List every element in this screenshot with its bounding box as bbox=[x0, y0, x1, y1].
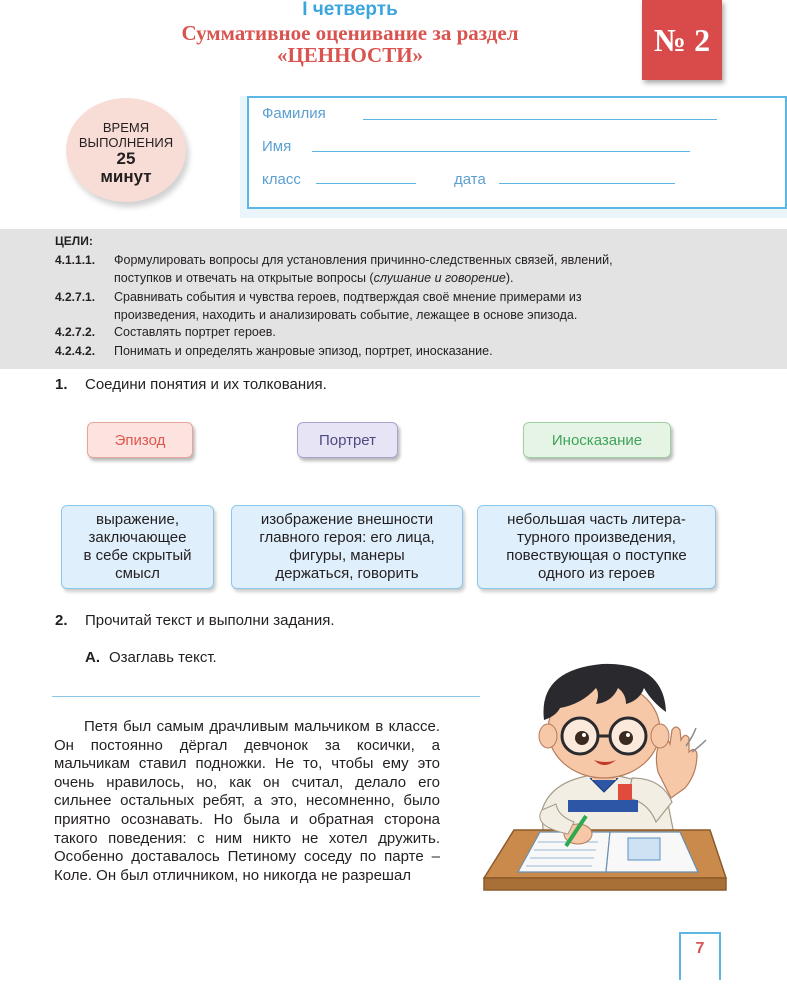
left-eye-shine bbox=[582, 733, 586, 737]
definition-line: одного из героев bbox=[538, 565, 655, 582]
name-field[interactable] bbox=[312, 151, 690, 152]
definition-card-episode[interactable] bbox=[477, 505, 716, 589]
goal-text bbox=[114, 288, 722, 324]
subtask-a-letter: А. bbox=[85, 649, 100, 666]
goal-line: Формулировать вопросы для установления причинно-следственных связей, явлений, bbox=[114, 253, 613, 267]
page-number: 7 bbox=[679, 932, 721, 980]
class-label: класс bbox=[262, 171, 301, 188]
definition-line: небольшая часть литера- bbox=[507, 511, 686, 528]
task-1-text: Соедини понятия и их толкования. bbox=[85, 376, 327, 393]
page-title: Суммативное оценивание за раздел bbox=[181, 21, 519, 45]
class-field[interactable] bbox=[316, 183, 416, 184]
definition-line: заключающее bbox=[88, 529, 187, 546]
goal-text bbox=[114, 251, 722, 287]
surname-label: Фамилия bbox=[262, 105, 326, 122]
date-label: дата bbox=[454, 171, 486, 188]
story-body: Петя был самым драчливым мальчиком в классе. Он постоянно дёргал девчонок за косички, а мальчикам ставил подножки. Не то, чтобы ему это очень нравилось, но, как он считал, делало его сильнее остальных ребят, а это, несомненно, было приятно осознавать. Но была и обратная сторона такого поведения: с ним никто не хотел дружить. Особенно доставалось Петиному соседу по парте – Коле. Он был отличником, но никогда не разрешал bbox=[54, 718, 440, 884]
notebook-grid bbox=[628, 838, 660, 860]
left-eye bbox=[575, 731, 589, 745]
title-answer-line[interactable] bbox=[52, 696, 480, 697]
red-stripe bbox=[568, 800, 638, 812]
goal-text: Составлять портрет героев. bbox=[114, 325, 276, 339]
term-allegory-button[interactable]: Иносказание bbox=[523, 422, 671, 458]
left-ear bbox=[539, 724, 557, 748]
right-ear bbox=[651, 724, 669, 748]
definition-line: турного произведения, bbox=[517, 529, 676, 546]
goal-italic: слушание и говорение bbox=[373, 271, 506, 285]
definition-line: держаться, говорить bbox=[275, 565, 419, 582]
term-portrait-button[interactable]: Портрет bbox=[297, 422, 398, 458]
definition-line: смысл bbox=[115, 565, 160, 582]
name-label: Имя bbox=[262, 138, 292, 155]
goal-code: 4.1.1.1. bbox=[55, 253, 96, 267]
time-badge bbox=[66, 98, 186, 202]
time-value: 25 bbox=[116, 149, 136, 168]
goal-line: поступков и отвечать на открытые вопросы ( bbox=[114, 271, 374, 285]
definition-line: главного героя: его лица, bbox=[259, 529, 435, 546]
subtask-a-text: Озаглавь текст. bbox=[109, 649, 217, 666]
definition-card-portrait[interactable] bbox=[231, 505, 463, 589]
goal-code: 4.2.7.1. bbox=[55, 290, 96, 304]
assessment-number-badge bbox=[642, 0, 722, 80]
goal-line: произведения, находить и анализировать событие, лежащее в основе эпизода. bbox=[114, 308, 578, 322]
student-form bbox=[247, 96, 787, 209]
task-1-number: 1. bbox=[55, 376, 68, 393]
right-eye-shine bbox=[626, 733, 630, 737]
time-unit: минут bbox=[100, 167, 152, 186]
date-field[interactable] bbox=[499, 183, 675, 184]
section-name: «ЦЕННОСТИ» bbox=[276, 43, 424, 67]
time-label-2: ВЫПОЛНЕНИЯ bbox=[78, 135, 174, 150]
story-text bbox=[54, 718, 440, 885]
badge-text: № 2 bbox=[653, 22, 711, 58]
definition-line: в себе скрытый bbox=[83, 547, 192, 564]
goals-heading: ЦЕЛИ: bbox=[55, 234, 93, 248]
definition-line: выражение, bbox=[96, 511, 179, 528]
pocket bbox=[618, 784, 632, 800]
surname-field[interactable] bbox=[363, 119, 717, 120]
time-label-1: ВРЕМЯ bbox=[102, 120, 150, 135]
goal-code: 4.2.4.2. bbox=[55, 344, 96, 358]
desk-front bbox=[484, 878, 726, 890]
boy-writing-illustration bbox=[482, 660, 732, 905]
goal-line-end: ). bbox=[505, 271, 514, 285]
quarter-label: I четверть bbox=[302, 0, 398, 20]
term-episode-button[interactable]: Эпизод bbox=[87, 422, 193, 458]
definition-line: повествующая о поступке bbox=[506, 547, 687, 564]
definition-line: изображение внешности bbox=[260, 511, 434, 528]
definition-card-allegory[interactable] bbox=[61, 505, 214, 589]
goal-line: Сравнивать события и чувства героев, подтверждая своё мнение примерами из bbox=[114, 290, 582, 304]
task-2-text: Прочитай текст и выполни задания. bbox=[85, 612, 335, 629]
goal-code: 4.2.7.2. bbox=[55, 325, 96, 339]
goal-text: Понимать и определять жанровые эпизод, портрет, иносказание. bbox=[114, 344, 493, 358]
definition-line: фигуры, манеры bbox=[289, 547, 405, 564]
task-2-number: 2. bbox=[55, 612, 68, 629]
right-eye bbox=[619, 731, 633, 745]
